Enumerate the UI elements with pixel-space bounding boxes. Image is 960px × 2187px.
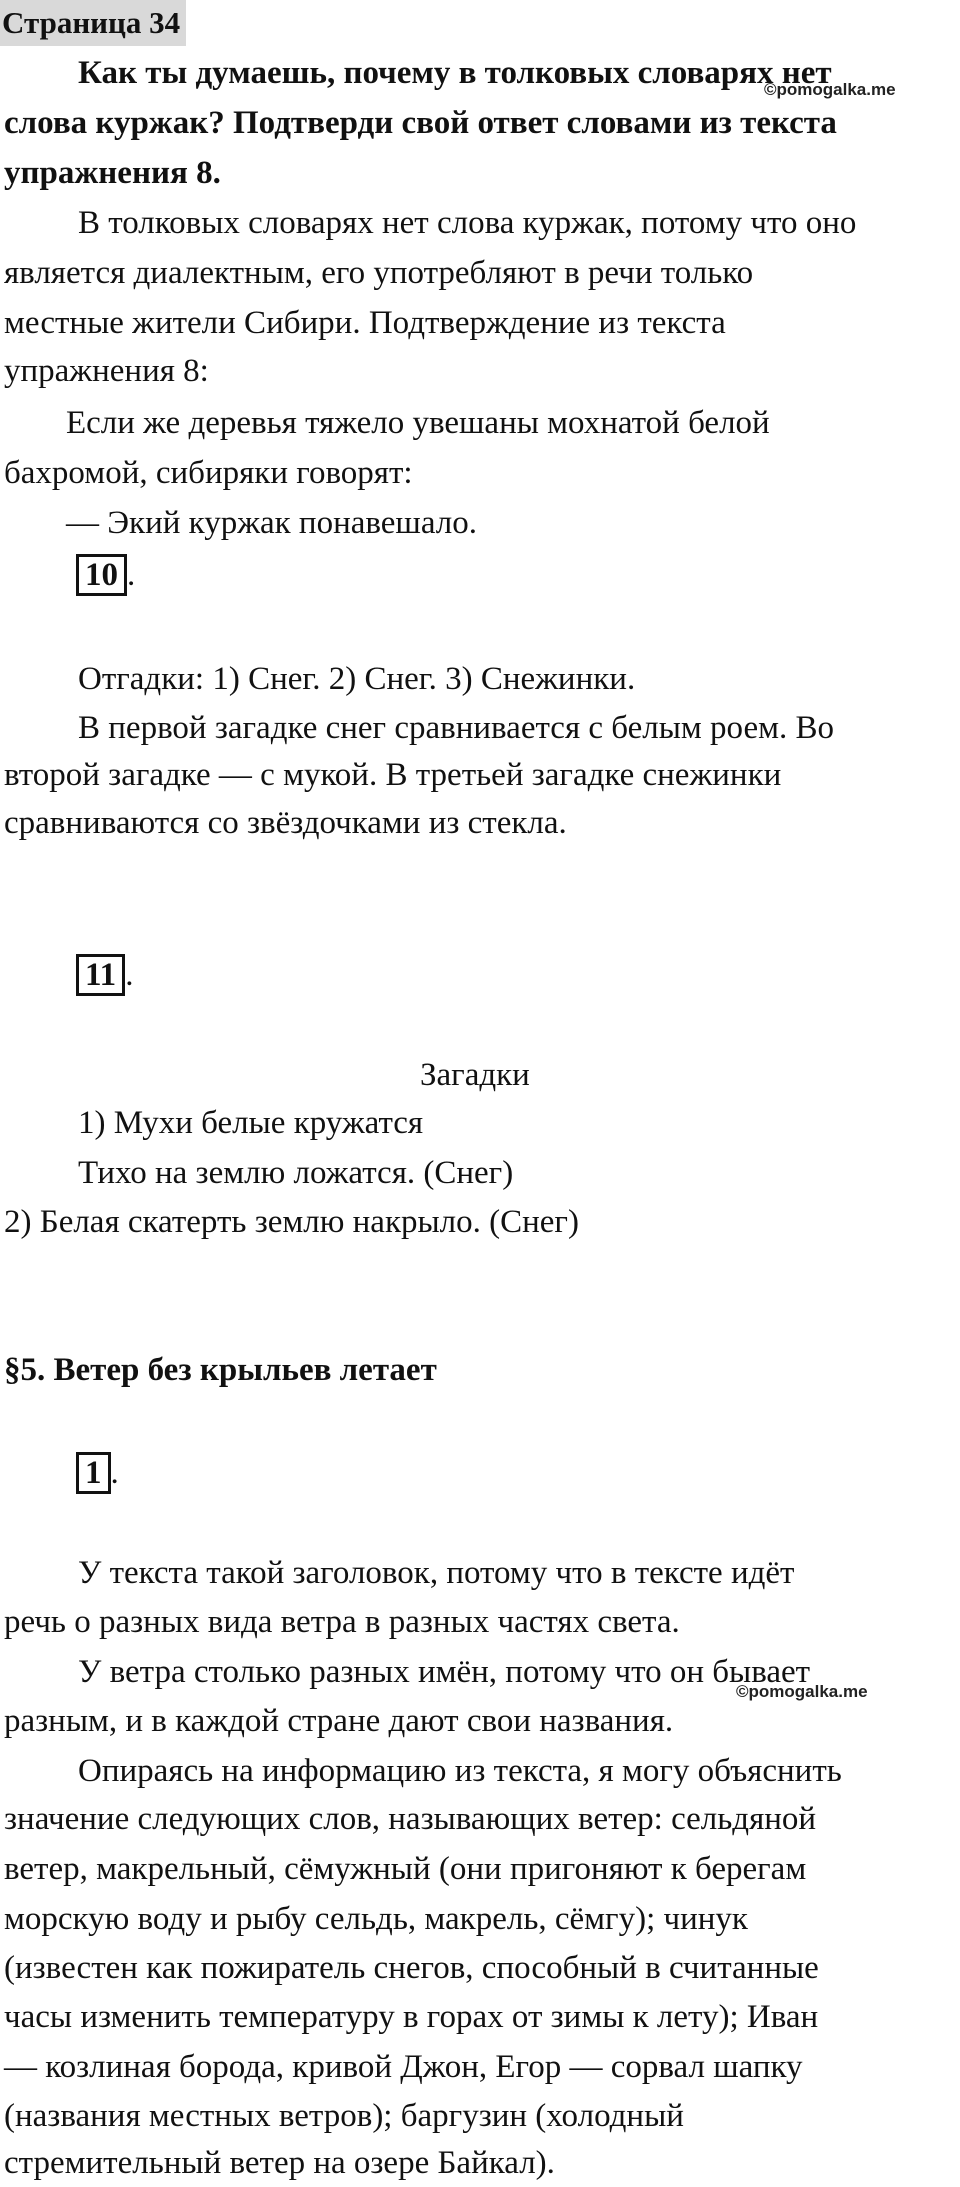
- exercise-number-dot: .: [110, 1455, 119, 1491]
- answer-line: У текста такой заголовок, потому что в тексте идёт: [78, 1555, 795, 1591]
- answer-line: Отгадки: 1) Снег. 2) Снег. 3) Снежинки.: [78, 661, 636, 697]
- answer-line: В толковых словарях нет слова куржак, потому что оно: [78, 205, 857, 241]
- question-line: упражнения 8.: [4, 155, 221, 191]
- quote-line: — Экий куржак понавешало.: [66, 505, 478, 541]
- answer-line: ветер, макрельный, сёмужный (они пригоняют к берегам: [4, 1851, 807, 1887]
- exercise-number-11: [76, 954, 133, 996]
- quote-line: бахромой, сибиряки говорят:: [4, 455, 413, 491]
- quote-line: Если же деревья тяжело увешаны мохнатой белой: [66, 405, 770, 441]
- riddle-line: Тихо на землю ложатся. (Снег): [78, 1155, 514, 1191]
- watermark: ©pomogalka.me: [764, 80, 896, 99]
- answer-line: местные жители Сибири. Подтверждение из текста: [4, 305, 726, 341]
- answer-line: разным, и в каждой стране дают свои названия.: [4, 1703, 674, 1739]
- answer-line: сравниваются со звёздочками из стекла.: [4, 805, 567, 841]
- exercise-number-dot: .: [125, 957, 134, 993]
- answer-line: (известен как пожиратель снегов, способный в считанные: [4, 1950, 819, 1986]
- answer-line: стремительный ветер на озере Байкал).: [4, 2145, 555, 2181]
- riddle-line: 2) Белая скатерть землю накрыло. (Снег): [4, 1204, 579, 1240]
- section-title: §5. Ветер без крыльев летает: [4, 1352, 437, 1388]
- exercise-number-box: 1: [76, 1452, 111, 1494]
- riddle-line: 1) Мухи белые кружатся: [78, 1105, 424, 1141]
- answer-line: — козлиная борода, кривой Джон, Егор — сорвал шапку: [4, 2049, 803, 2085]
- answer-line: речь о разных вида ветра в разных частях света.: [4, 1604, 680, 1640]
- exercise-number-1: [76, 1452, 119, 1494]
- exercise-number-dot: .: [127, 557, 136, 593]
- answer-line: морскую воду и рыбу сельдь, макрель, сёмгу); чинук: [4, 1901, 748, 1937]
- exercise-number-10: [76, 554, 135, 596]
- answer-line: У ветра столько разных имён, потому что он бывает: [78, 1654, 811, 1690]
- exercise-number-box: 11: [76, 954, 125, 996]
- answer-line: часы изменить температуру в горах от зимы к лету); Иван: [4, 1999, 819, 2035]
- watermark: ©pomogalka.me: [736, 1682, 868, 1701]
- answer-line: упражнения 8:: [4, 353, 209, 389]
- answer-line: значение следующих слов, называющих ветер: сельдяной: [4, 1801, 817, 1837]
- answer-line: В первой загадке снег сравнивается с белым роем. Во: [78, 710, 834, 746]
- question-line: слова куржак? Подтверди свой ответ словами из текста: [4, 105, 837, 141]
- exercise-number-box: 10: [76, 554, 127, 596]
- answer-line: (названия местных ветров); баргузин (холодный: [4, 2098, 684, 2134]
- question-line: Как ты думаешь, почему в толковых словарях нет: [78, 55, 832, 91]
- page-label: Страница 34: [0, 0, 186, 46]
- answer-line: является диалектным, его употребляют в речи только: [4, 255, 754, 291]
- riddles-title: Загадки: [420, 1057, 530, 1093]
- answer-line: Опираясь на информацию из текста, я могу объяснить: [78, 1753, 842, 1789]
- answer-line: второй загадке — с мукой. В третьей загадке снежинки: [4, 757, 782, 793]
